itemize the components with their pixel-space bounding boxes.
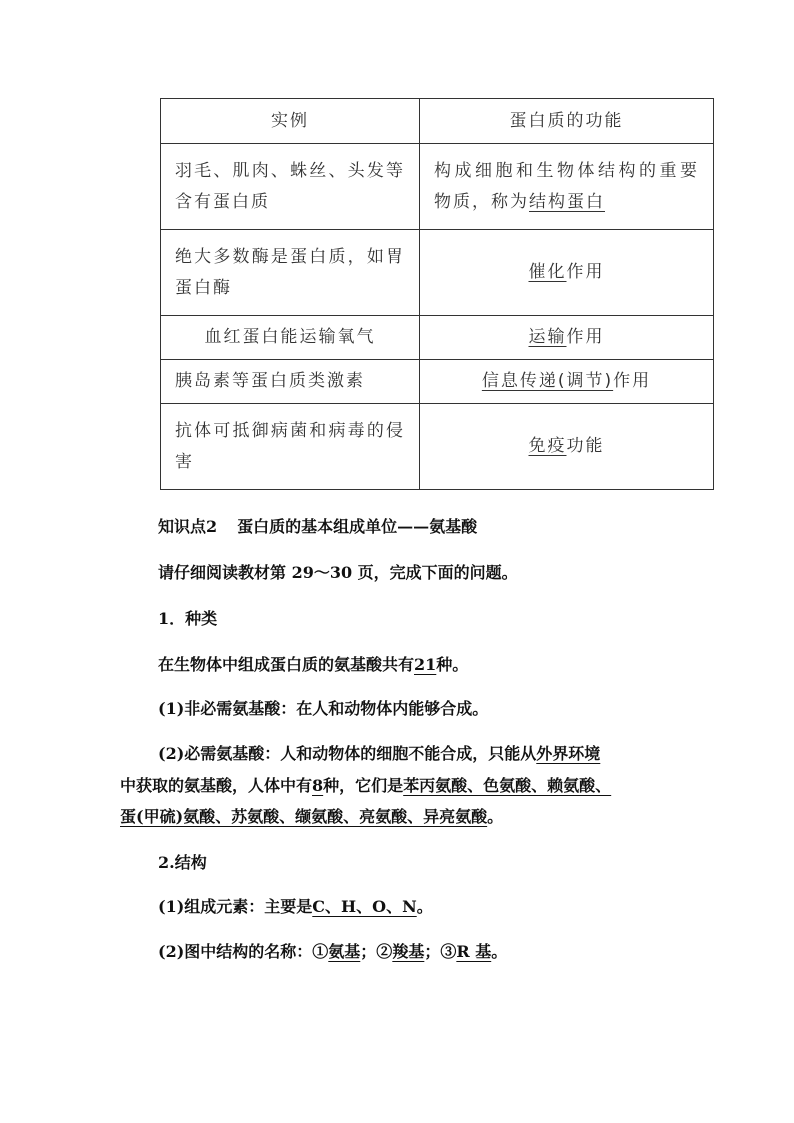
example-cell: 抗体可抵御病菌和病毒的侵害 [161,404,420,490]
amino-group: 氨基 [328,942,361,961]
function-suffix: 作用 [566,327,605,347]
essential-keyword: 外界环境 [536,744,601,763]
r-group: R 基 [456,942,492,961]
carboxyl-group: 羧基 [392,942,425,961]
subsection-title-kinds: 1．种类 [158,609,218,628]
heading-label: 知识点2 [158,517,218,536]
example-cell: 血红蛋白能运输氧气 [161,316,420,360]
nonessential-item: (1)非必需氨基酸：在人和动物体内能够合成。 [158,699,489,718]
kinds-text: 在生物体中组成蛋白质的氨基酸共有 [158,655,415,674]
structure-text: ；② [360,942,393,961]
header-example: 实例 [161,99,420,144]
elements-item [158,894,433,917]
essential-item-line2 [120,773,611,796]
essential-item-line1 [158,741,600,764]
function-keyword: 催化 [528,262,567,282]
table-row [161,316,714,360]
function-text: 构成细胞和生物体结构的重要物质，称为 [434,160,699,212]
function-keyword: 信息传递(调节) [481,371,614,391]
essential-item-line3 [120,804,503,827]
essential-text-end: 。 [487,807,504,826]
kinds-paragraph [158,652,468,675]
table-row [161,230,714,316]
example-cell: 绝大多数酶是蛋白质，如胃蛋白酶 [161,230,420,316]
section-heading [158,514,477,537]
function-cell [420,144,714,230]
table-row [161,404,714,490]
table-row [161,144,714,230]
table-row [161,360,714,404]
protein-function-table [160,98,714,490]
essential-text: (2)必需氨基酸：人和动物体的细胞不能合成，只能从 [158,744,537,763]
essential-count: 8 [312,776,324,795]
header-function: 蛋白质的功能 [420,99,714,144]
function-cell [420,360,714,404]
elements-text-end: 。 [416,897,433,916]
heading-title: 蛋白质的基本组成单位——氨基酸 [237,517,478,536]
function-keyword: 运输 [528,327,567,347]
function-keyword: 免疫 [528,436,567,456]
function-cell [420,230,714,316]
structure-text: (2)图中结构的名称：① [158,942,329,961]
amino-acid-count: 21 [414,655,437,674]
subsection-title-structure: 2.结构 [158,853,207,872]
structure-names-item [158,939,507,962]
elements-keyword: C、H、O、N [312,897,417,916]
function-keyword: 结构蛋白 [529,191,605,212]
structure-text-end: 。 [491,942,508,961]
function-suffix: 功能 [566,436,605,456]
essential-text: 中获取的氨基酸，人体中有 [120,776,313,795]
function-suffix: 作用 [613,371,652,391]
function-cell [420,316,714,360]
intro-text: 请仔细阅读教材第 29～30 页，完成下面的问题。 [158,563,518,582]
elements-text: (1)组成元素：主要是 [158,897,313,916]
table-header-row [161,99,714,144]
kinds-text-end: 种。 [436,655,469,674]
essential-list: 苯丙氨酸、色氨酸、赖氨酸、 [403,776,612,795]
structure-text: ；③ [424,942,457,961]
function-cell [420,404,714,490]
example-cell: 羽毛、肌肉、蛛丝、头发等含有蛋白质 [161,144,420,230]
essential-text: 种，它们是 [323,776,404,795]
function-suffix: 作用 [566,262,605,282]
example-cell: 胰岛素等蛋白质类激素 [161,360,420,404]
essential-list: 蛋(甲硫)氨酸、苏氨酸、缬氨酸、亮氨酸、异亮氨酸 [120,807,488,826]
